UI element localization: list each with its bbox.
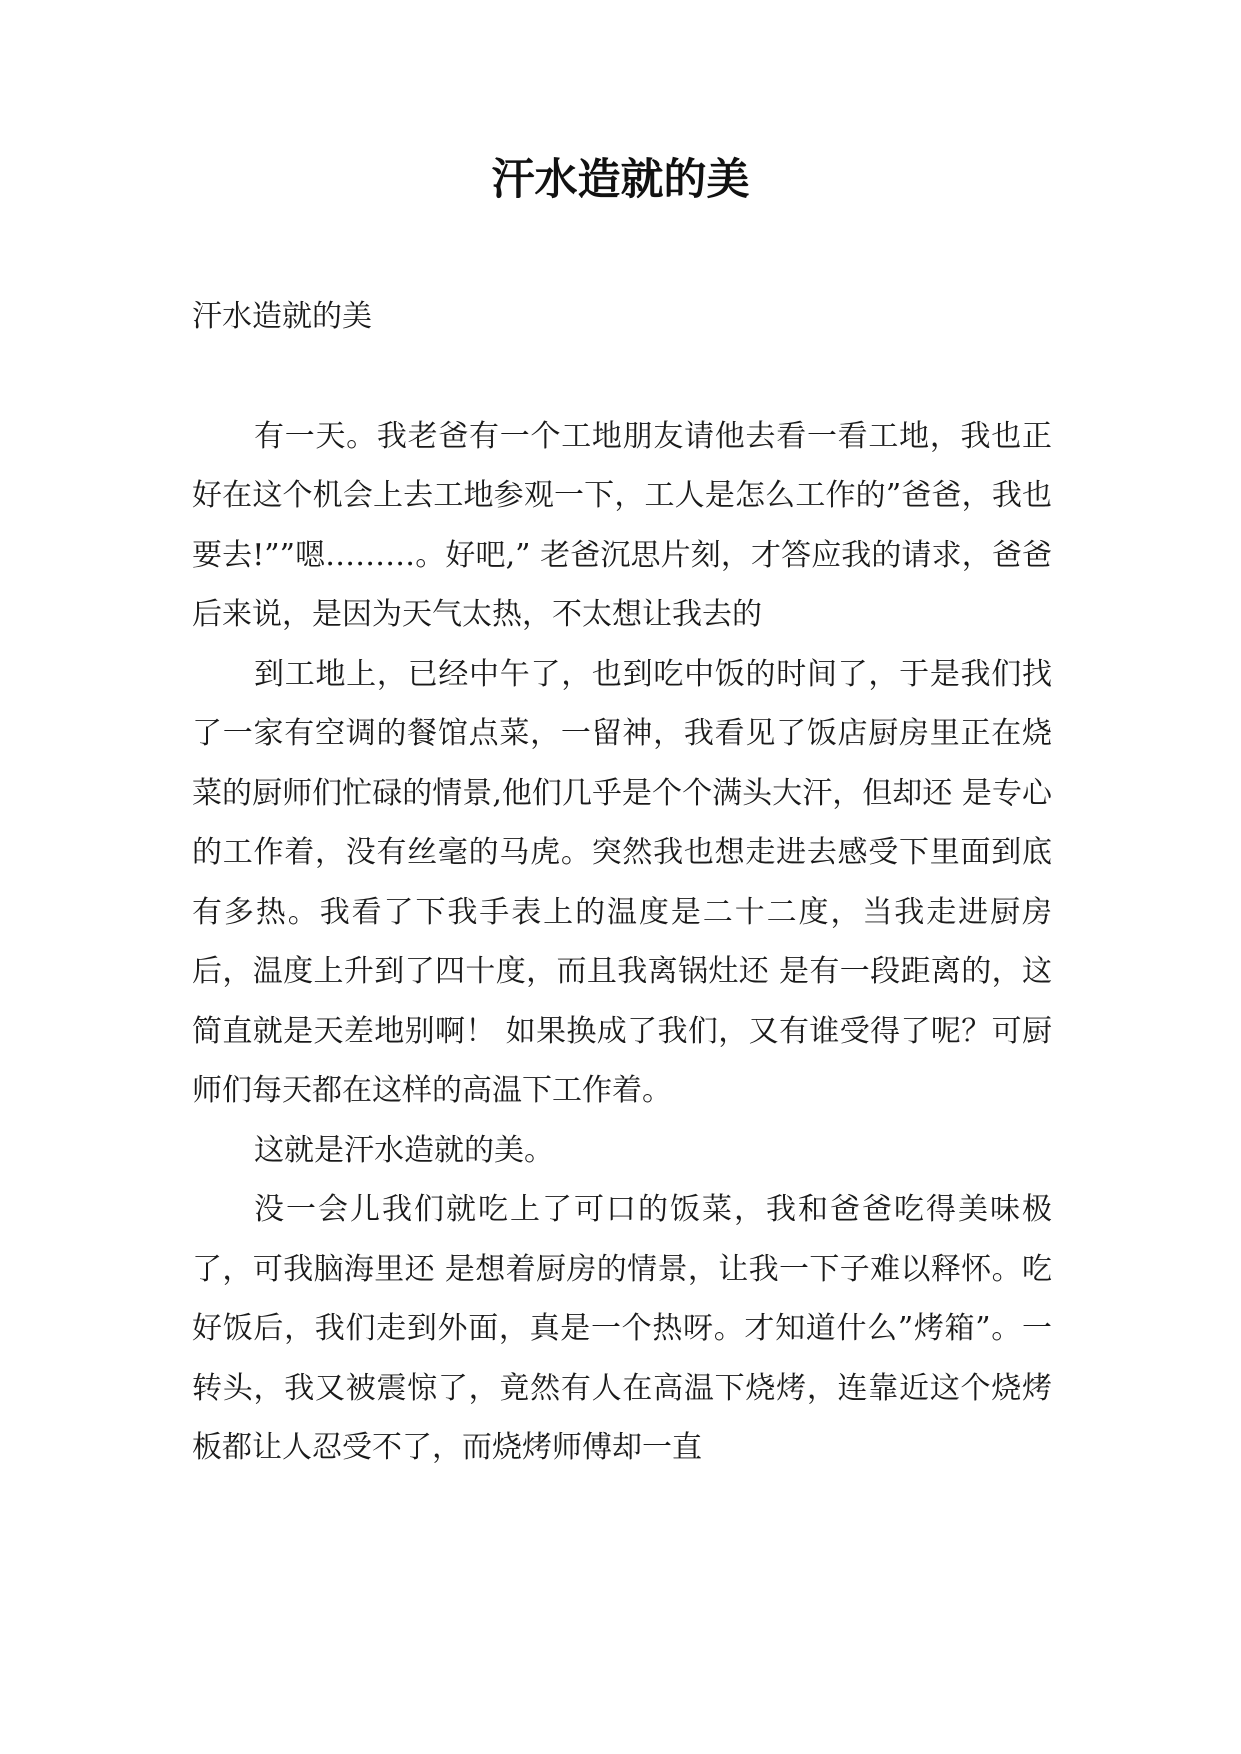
paragraph-2: 到工地上，已经中午了，也到吃中饭的时间了，于是我们找了一家有空调的餐馆点菜，一留神，我看见了饭店厨房里正在烧菜的厨师们忙碌的情景,他们几乎是个个满头大汗，但却还 是专心的工作着，没有丝毫的马虎。突然我也想走进去感受下里面到底有多热。我看了下我手表上的温度是二十二度，当我走进厨房后，温度上升到了四十度，而且我离锅灶还 是有一段距离的，这简直就是天差地别啊！ 如果换成了我们，又有谁受得了呢？可厨师们每天都在这样的高温下工作着。 <box>192 656 1052 1108</box>
paragraph-3: 这就是汗水造就的美。 <box>254 1132 554 1168</box>
document-subtitle: 汗水造就的美 <box>192 299 372 334</box>
document-title: 汗水造就的美 <box>491 155 750 205</box>
document-body <box>192 287 1052 1478</box>
paragraph-4: 没一会儿我们就吃上了可口的饭菜，我和爸爸吃得美味极了，可我脑海里还 是想着厨房的情景，让我一下子难以释怀。吃好饭后，我们走到外面，真是一个热呀。才知道什么”烤箱”。一转头，我又被震惊了，竟然有人在高温下烧烤，连靠近这个烧烤板都让人忍受不了，而烧烤师傅却一直 <box>192 1192 1052 1465</box>
paragraph-1: 有一天。我老爸有一个工地朋友请他去看一看工地，我也正好在这个机会上去工地参观一下，工人是怎么工作的”爸爸，我也要去!””嗯………。好吧,” 老爸沉思片刻，才答应我的请求，爸爸后来说，是因为天气太热，不太想让我去的 <box>192 418 1052 632</box>
